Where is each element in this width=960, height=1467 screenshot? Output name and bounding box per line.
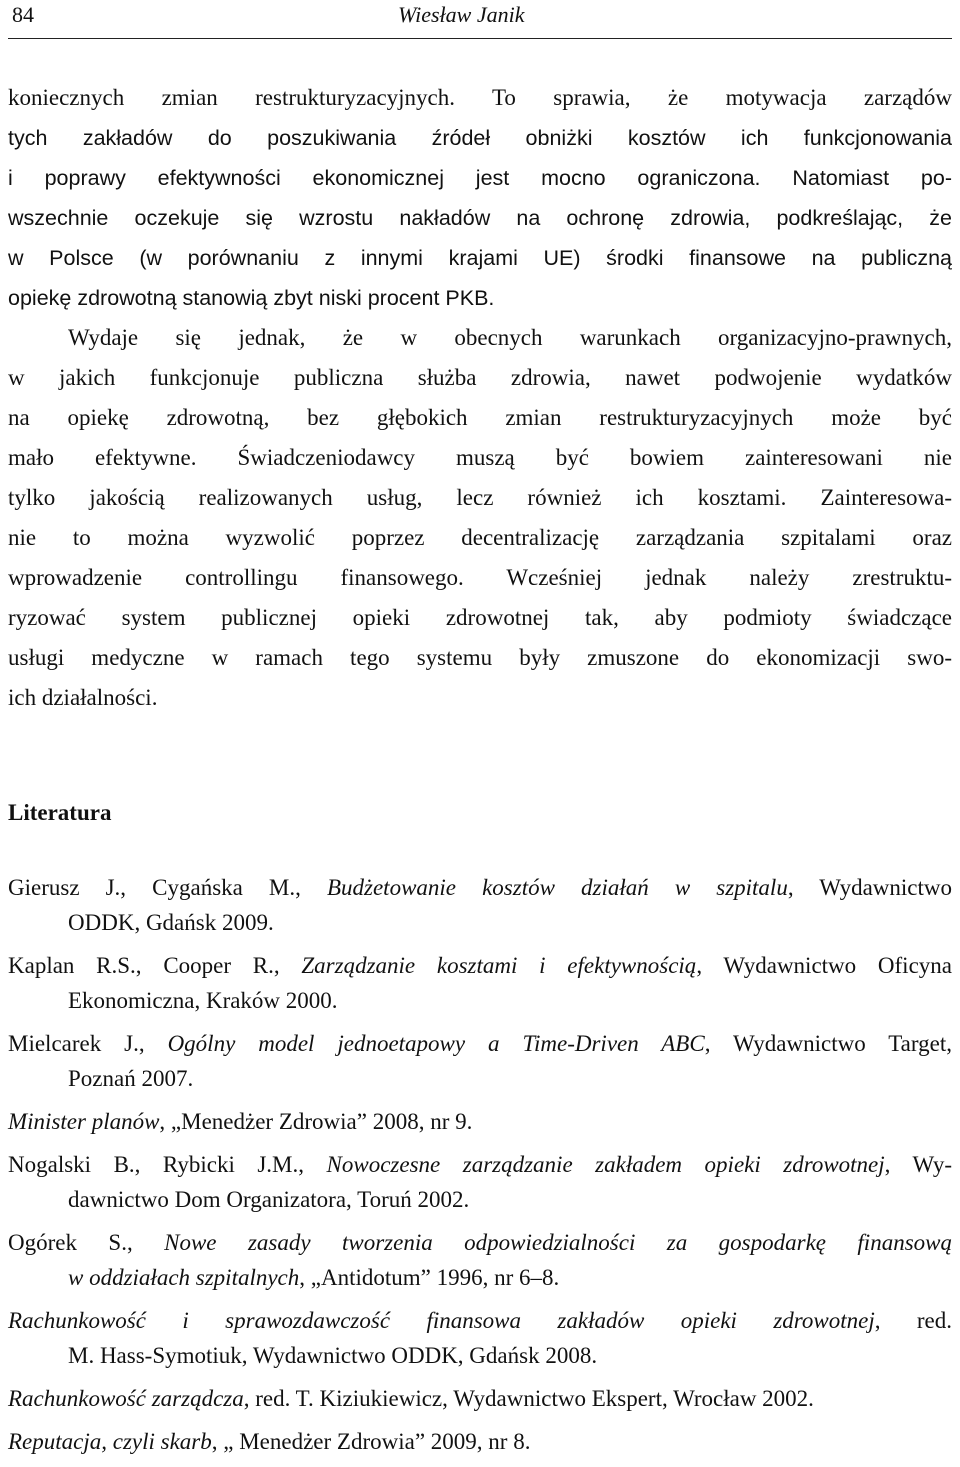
reference-item bbox=[8, 1381, 952, 1416]
body-line: w Polsce (w porównaniu z innymi krajami UE) środki finansowe na publiczną bbox=[8, 246, 952, 270]
body-line: i poprawy efektywności ekonomicznej jest mocno ograniczona. Natomiast po- bbox=[8, 166, 952, 190]
body-line: opiekę zdrowotną stanowią zbyt niski procent PKB. bbox=[8, 286, 495, 310]
ref-continuation: Poznań 2007. bbox=[68, 1066, 194, 1091]
ref-authors: Ogórek S., bbox=[8, 1230, 165, 1255]
literature-heading: Literatura bbox=[8, 800, 112, 825]
page-header bbox=[8, 0, 952, 39]
ref-authors: Kaplan R.S., Cooper R., bbox=[8, 953, 302, 978]
ref-publisher: , Wy- bbox=[884, 1152, 952, 1177]
ref-title: Ogólny model jednoetapowy a Time-Driven ABC bbox=[167, 1031, 705, 1056]
ref-title: Rachunkowość i sprawozdawczość finansowa zakładów opieki zdrowotnej bbox=[8, 1308, 875, 1333]
ref-authors: Nogalski B., Rybicki J.M., bbox=[8, 1152, 327, 1177]
body-paragraphs bbox=[8, 78, 952, 718]
ref-title: Budżetowanie kosztów działań w szpitalu bbox=[326, 875, 788, 900]
reference-item bbox=[8, 1225, 952, 1295]
ref-publisher: , „Menedżer Zdrowia” 2008, nr 9. bbox=[159, 1109, 473, 1134]
body-line: koniecznych zmian restrukturyzacyjnych. To sprawia, że motywacja zarządów bbox=[8, 85, 952, 110]
body-line: Wydaje się jednak, że w obecnych warunkach organizacyjno-prawnych, bbox=[68, 325, 952, 350]
ref-publisher: , Wydawnictwo bbox=[787, 875, 952, 900]
reference-item bbox=[8, 1104, 952, 1139]
ref-title-continuation: w oddziałach szpitalnych bbox=[68, 1265, 300, 1290]
reference-item bbox=[8, 948, 952, 1018]
body-line: wszechnie oczekuje się wzrostu nakładów na ochronę zdrowia, podkreślając, że bbox=[8, 206, 952, 230]
ref-authors: Gierusz J., Cygańska M., bbox=[8, 875, 327, 900]
ref-publisher: , red. T. Kiziukiewicz, Wydawnictwo Ekspert, Wrocław 2002. bbox=[243, 1386, 814, 1411]
ref-title: Minister planów bbox=[8, 1109, 160, 1134]
body-line: tych zakładów do poszukiwania źródeł obniżki kosztów ich funkcjonowania bbox=[8, 126, 952, 150]
ref-publisher: , „ Menedżer Zdrowia” 2009, nr 8. bbox=[211, 1429, 531, 1454]
body-line: usługi medyczne w ramach tego systemu były zmuszone do ekonomizacji swo- bbox=[8, 645, 952, 670]
reference-item bbox=[8, 1026, 952, 1096]
ref-continuation: ODDK, Gdańsk 2009. bbox=[68, 910, 274, 935]
body-line: mało efektywne. Świadczeniodawcy muszą być bowiem zainteresowani nie bbox=[8, 445, 952, 470]
running-head-author: Wiesław Janik bbox=[398, 2, 525, 27]
body-line: w jakich funkcjonuje publiczna służba zdrowia, nawet podwojenie wydatków bbox=[8, 365, 952, 390]
ref-publisher: , red. bbox=[874, 1308, 952, 1333]
reference-item bbox=[8, 870, 952, 940]
reference-item bbox=[8, 1424, 952, 1459]
ref-title: Nowe zasady tworzenia odpowiedzialności za gospodarkę finansową bbox=[164, 1230, 952, 1255]
ref-continuation: Ekonomiczna, Kraków 2000. bbox=[68, 988, 338, 1013]
ref-title: Zarządzanie kosztami i efektywnością bbox=[301, 953, 697, 978]
ref-title: Nowoczesne zarządzanie zakładem opieki zdrowotnej bbox=[326, 1152, 885, 1177]
body-line: wprowadzenie controllingu finansowego. Wcześniej jednak należy zrestruktu- bbox=[8, 565, 952, 590]
ref-publisher: , Wydawnictwo Target, bbox=[704, 1031, 952, 1056]
reference-item bbox=[8, 1147, 952, 1217]
body-line: na opiekę zdrowotną, bez głębokich zmian restrukturyzacyjnych może być bbox=[8, 405, 952, 430]
reference-list bbox=[8, 870, 952, 1467]
body-line: ryzować system publicznej opieki zdrowotnej tak, aby podmioty świadczące bbox=[8, 605, 952, 630]
body-line: nie to można wyzwolić poprzez decentralizację zarządzania szpitalami oraz bbox=[8, 525, 952, 550]
body-line: ich działalności. bbox=[8, 685, 158, 710]
ref-continuation: M. Hass-Symotiuk, Wydawnictwo ODDK, Gdańsk 2008. bbox=[68, 1343, 598, 1368]
ref-publisher: , Wydawnictwo Oficyna bbox=[696, 953, 952, 978]
reference-item bbox=[8, 1303, 952, 1373]
ref-continuation: dawnictwo Dom Organizatora, Toruń 2002. bbox=[68, 1187, 470, 1212]
ref-authors: Mielcarek J., bbox=[8, 1031, 168, 1056]
ref-title: Reputacja, czyli skarb bbox=[8, 1429, 212, 1454]
ref-continuation: , „Antidotum” 1996, nr 6–8. bbox=[299, 1265, 560, 1290]
page-number: 84 bbox=[12, 2, 34, 27]
body-line: tylko jakością realizowanych usług, lecz również ich kosztami. Zainteresowa- bbox=[8, 485, 952, 510]
ref-title: Rachunkowość zarządcza bbox=[8, 1386, 244, 1411]
